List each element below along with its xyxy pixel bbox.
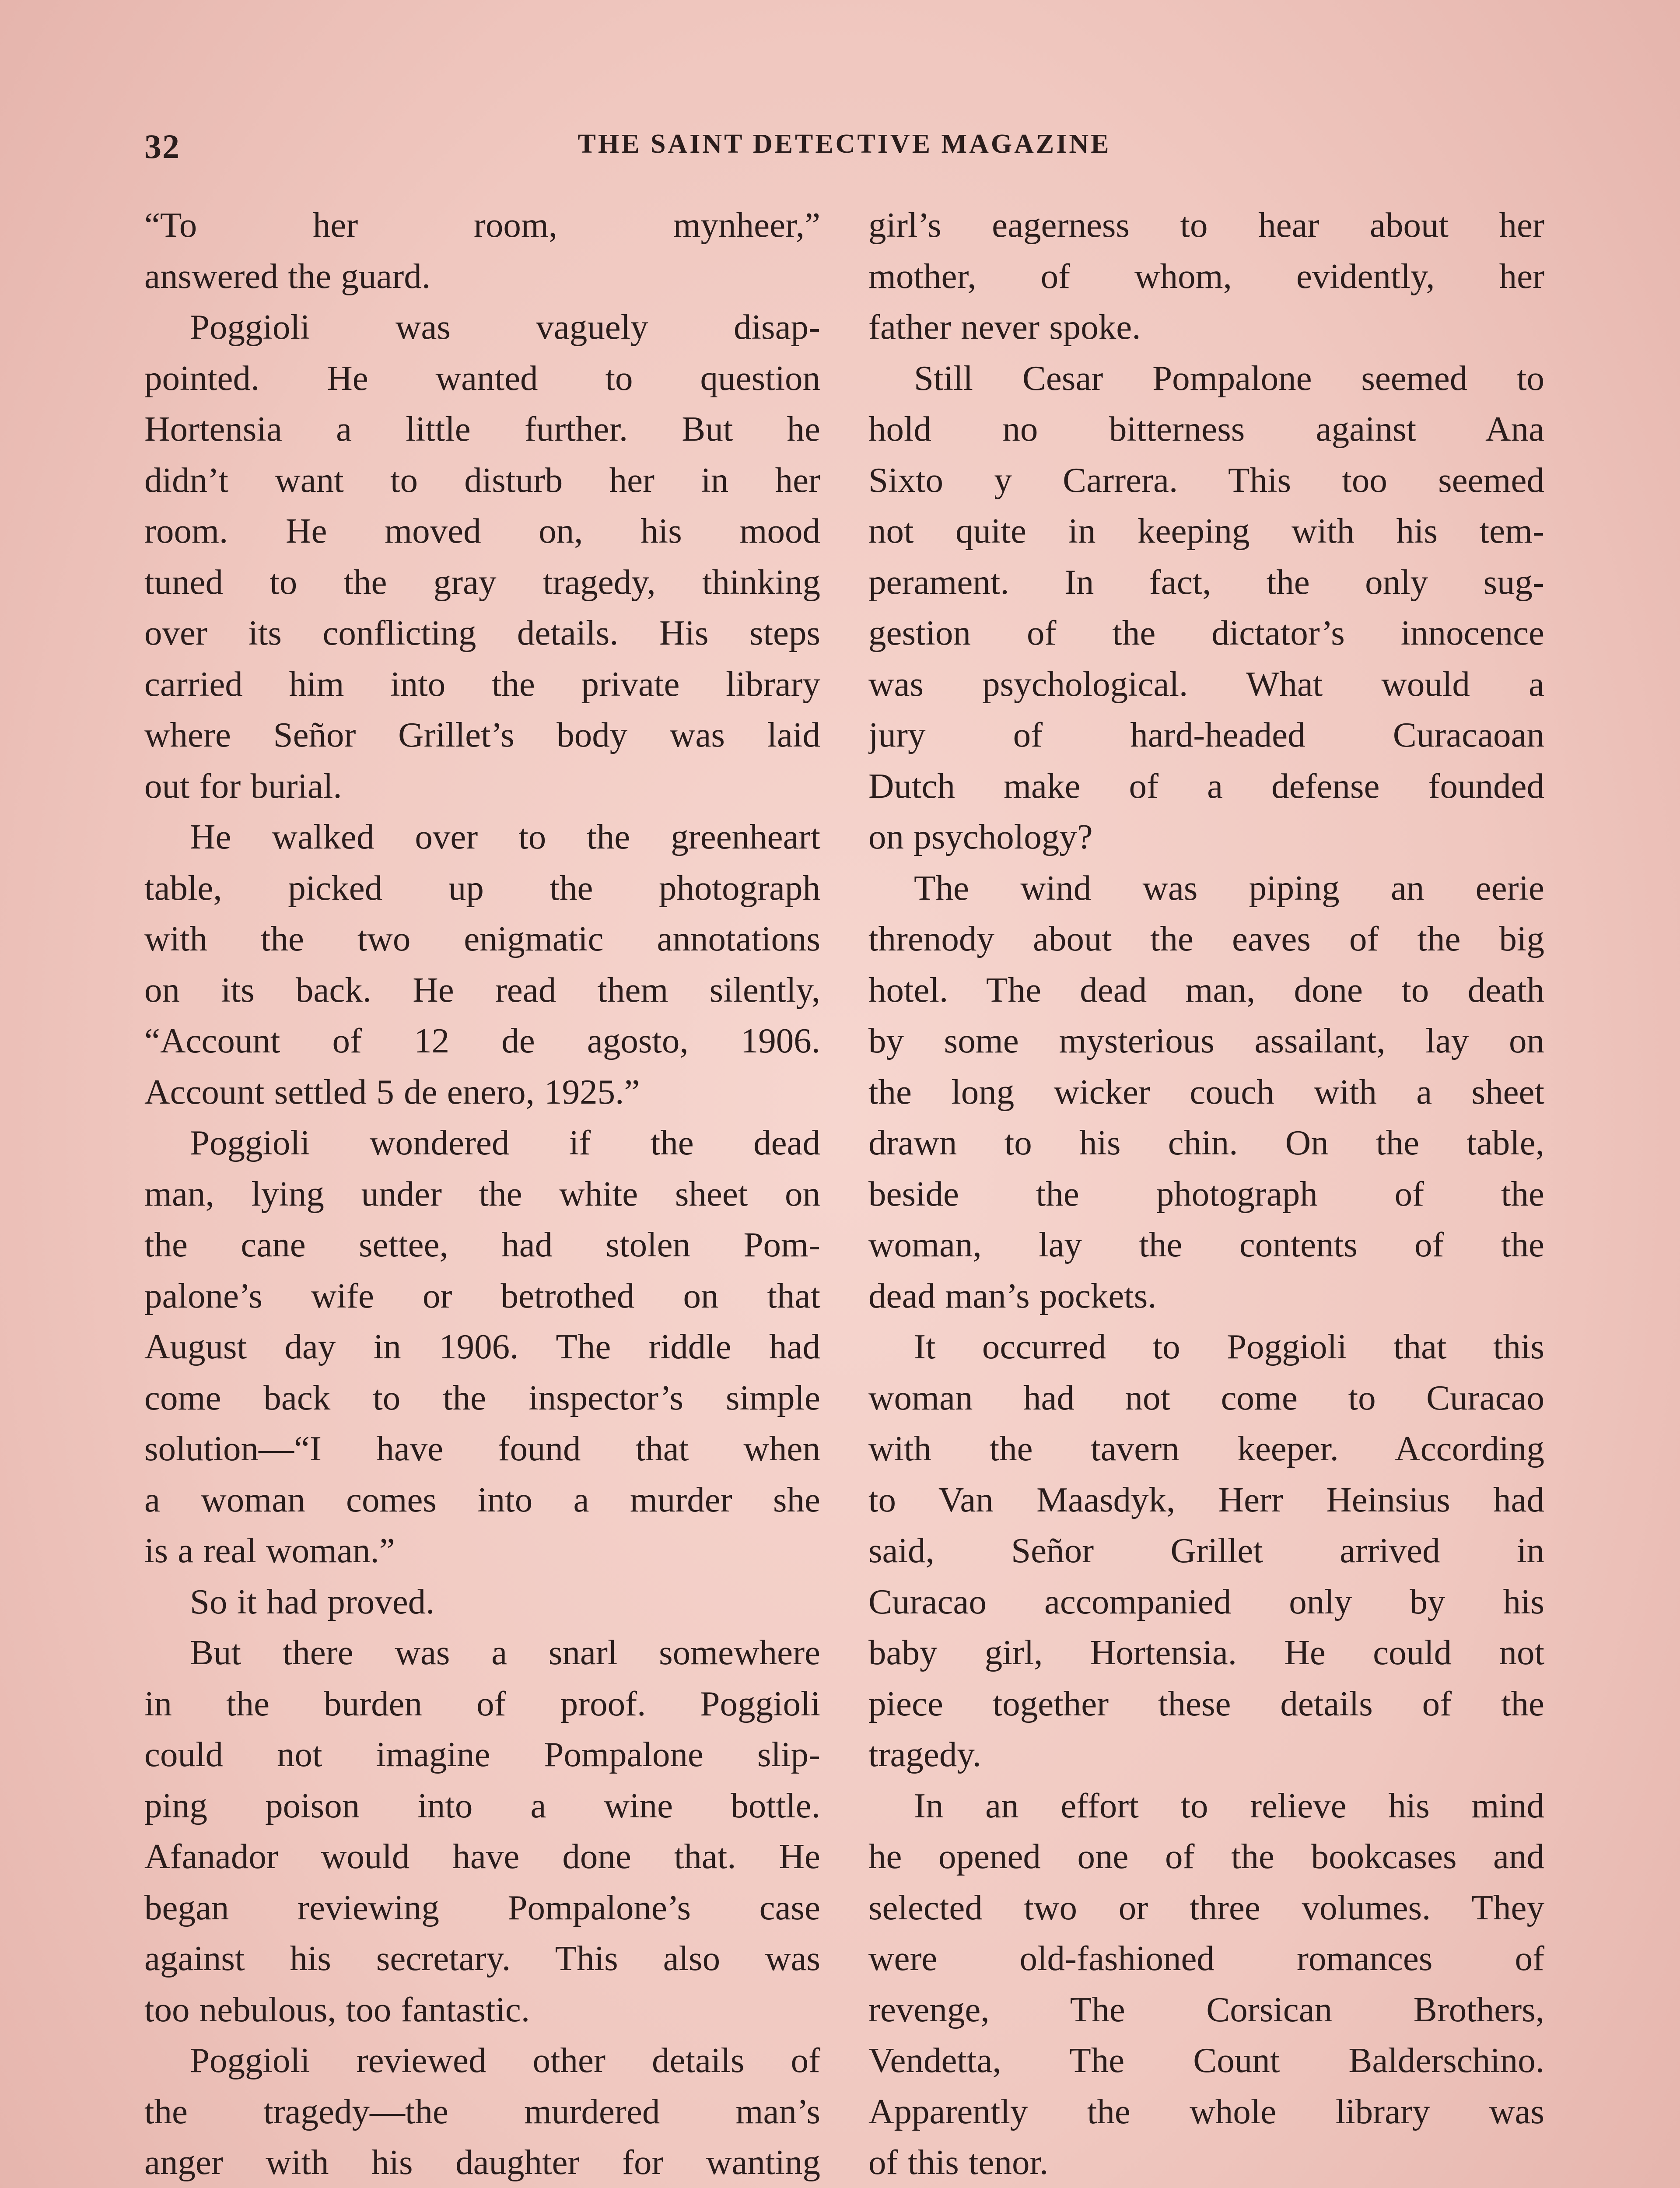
text-line: the cane settee, had stolen Pom-: [144, 1225, 820, 1264]
text-line: girl’s eagerness to hear about her: [868, 205, 1544, 245]
text-line: In an effort to relieve his mind: [914, 1785, 1544, 1825]
text-line: where Señor Grillet’s body was laid: [144, 715, 820, 754]
text-line: tragedy.: [868, 1735, 981, 1774]
text-line: gestion of the dictator’s innocence: [868, 613, 1544, 652]
text-line: with the two enigmatic annotations: [144, 919, 820, 958]
page-number: 32: [144, 127, 180, 165]
text-line: over its conflicting details. His steps: [144, 613, 820, 652]
text-line: solution—“I have found that when: [144, 1429, 820, 1468]
text-line: began reviewing Pompalone’s case: [144, 1887, 820, 1927]
text-line: palone’s wife or betrothed on that: [144, 1276, 820, 1315]
text-line: Account settled 5 de enero, 1925.”: [144, 1072, 640, 1112]
text-line: didn’t want to disturb her in her: [144, 460, 820, 500]
text-line: revenge, The Corsican Brothers,: [868, 1989, 1544, 2029]
text-line: threnody about the eaves of the big: [868, 919, 1544, 958]
text-line: by some mysterious assailant, lay on: [868, 1021, 1544, 1060]
text-line: against his secretary. This also was: [144, 1939, 820, 1978]
text-line: pointed. He wanted to question: [144, 358, 820, 398]
text-line: “Account of 12 de agosto, 1906.: [144, 1021, 820, 1060]
text-line: Hortensia a little further. But he: [144, 409, 820, 449]
text-line: He walked over to the greenheart: [190, 817, 820, 856]
text-line: too nebulous, too fantastic.: [144, 1989, 530, 2029]
text-line: to Van Maasdyk, Herr Heinsius had: [868, 1480, 1544, 1519]
text-line: Afanador would have done that. He: [144, 1837, 820, 1876]
text-line: out for burial.: [144, 766, 342, 806]
text-line: baby girl, Hortensia. He could not: [868, 1633, 1544, 1672]
text-line: piece together these details of the: [868, 1683, 1544, 1723]
text-line: “To her room, mynheer,”: [144, 205, 820, 245]
text-line: mother, of whom, evidently, her: [868, 256, 1544, 296]
text-line: could not imagine Pompalone slip-: [144, 1735, 820, 1774]
text-line: with the tavern keeper. According: [868, 1429, 1544, 1468]
text-column-right: [868, 200, 1544, 2188]
text-line: on its back. He read them silently,: [144, 970, 820, 1010]
text-line: jury of hard-headed Curacaoan: [868, 715, 1544, 754]
text-line: hotel. The dead man, done to death: [868, 970, 1544, 1010]
text-line: table, picked up the photograph: [144, 868, 820, 908]
text-line: ping poison into a wine bottle.: [144, 1785, 820, 1825]
text-line: on psychology?: [868, 817, 1093, 856]
text-line: the tragedy—the murdered man’s: [144, 2091, 820, 2131]
text-line: perament. In fact, the only sug-: [868, 562, 1544, 602]
text-line: woman had not come to Curacao: [868, 1378, 1544, 1417]
text-line: were old-fashioned romances of: [868, 1939, 1544, 1978]
text-line: dead man’s pockets.: [868, 1276, 1157, 1315]
text-line: Curacao accompanied only by his: [868, 1581, 1544, 1621]
text-line: is a real woman.”: [144, 1531, 395, 1570]
text-line: he opened one of the bookcases and: [868, 1837, 1544, 1876]
text-line: not quite in keeping with his tem-: [868, 511, 1544, 551]
text-line: father never spoke.: [868, 307, 1141, 347]
text-line: Poggioli reviewed other details of: [190, 2041, 820, 2080]
text-line: Vendetta, The Count Balderschino.: [868, 2041, 1544, 2080]
text-line: Poggioli wondered if the dead: [190, 1123, 820, 1162]
text-line: Apparently the whole library was: [868, 2091, 1544, 2131]
text-line: beside the photograph of the: [868, 1174, 1544, 1213]
text-line: selected two or three volumes. They: [868, 1887, 1544, 1927]
text-line: answered the guard.: [144, 256, 430, 296]
text-line: anger with his daughter for wanting: [144, 2142, 820, 2182]
running-title: THE SAINT DETECTIVE MAGAZINE: [578, 129, 1111, 159]
text-line: It occurred to Poggioli that this: [914, 1327, 1544, 1366]
text-line: room. He moved on, his mood: [144, 511, 820, 551]
text-line: in the burden of proof. Poggioli: [144, 1683, 820, 1723]
page-header: [144, 127, 1544, 179]
text-line: Sixto y Carrera. This too seemed: [868, 460, 1544, 500]
text-line: Poggioli was vaguely disap-: [190, 307, 820, 347]
text-line: August day in 1906. The riddle had: [144, 1327, 820, 1366]
text-line: the long wicker couch with a sheet: [868, 1072, 1544, 1112]
text-line: drawn to his chin. On the table,: [868, 1123, 1544, 1162]
text-line: tuned to the gray tragedy, thinking: [144, 562, 820, 602]
text-line: Still Cesar Pompalone seemed to: [914, 358, 1544, 398]
text-line: come back to the inspector’s simple: [144, 1378, 820, 1417]
text-line: Dutch make of a defense founded: [868, 766, 1544, 806]
text-line: woman, lay the contents of the: [868, 1225, 1544, 1264]
text-line: a woman comes into a murder she: [144, 1480, 820, 1519]
text-column-left: [144, 200, 820, 2188]
text-line: of this tenor.: [868, 2142, 1049, 2182]
text-line: carried him into the private library: [144, 664, 820, 704]
text-line: was psychological. What would a: [868, 664, 1544, 704]
text-line: said, Señor Grillet arrived in: [868, 1531, 1544, 1570]
text-line: man, lying under the white sheet on: [144, 1174, 820, 1213]
text-line: The wind was piping an eerie: [914, 868, 1544, 908]
text-line: But there was a snarl somewhere: [190, 1633, 820, 1672]
text-line: hold no bitterness against Ana: [868, 409, 1544, 449]
text-line: So it had proved.: [190, 1581, 435, 1621]
